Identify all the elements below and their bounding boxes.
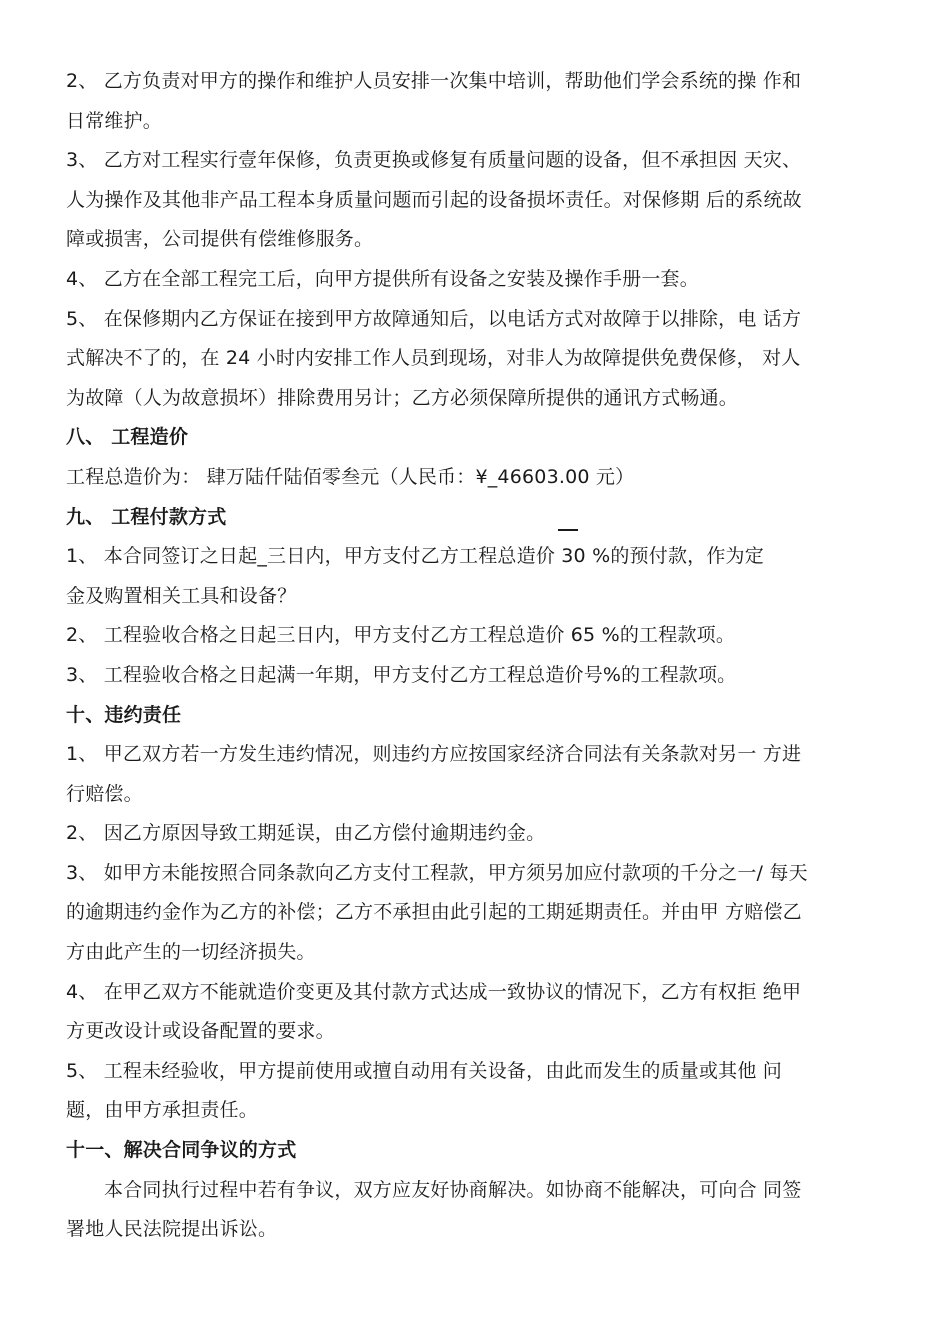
section-heading: 八、 工程造价 bbox=[66, 426, 189, 449]
paragraph-line: 5、 在保修期内乙方保证在接到甲方故障通知后，以电话方式对故障于以排除，电 话方 bbox=[66, 307, 802, 330]
paragraph-line: 工程总造价为： 肆万陆仟陆佰零叁元（人民币：¥_46603.00 元） bbox=[66, 465, 635, 488]
document-body bbox=[66, 62, 896, 1250]
section-heading: 九、 工程付款方式 bbox=[66, 505, 227, 528]
paragraph-line: 方由此产生的一切经济损失。 bbox=[66, 941, 316, 964]
paragraph-line: 行赔偿。 bbox=[66, 782, 143, 805]
paragraph-line: 为故障（人为故意损坏）排除费用另计；乙方必须保障所提供的通讯方式畅通。 bbox=[66, 386, 739, 409]
paragraph-line: 2、 因乙方原因导致工期延误，由乙方偿付逾期违约金。 bbox=[66, 822, 546, 845]
paragraph-line: 本合同执行过程中若有争议，双方应友好协商解决。如协商不能解决，可向合 同签 bbox=[104, 1178, 802, 1201]
paragraph-line: 2、 工程验收合格之日起三日内，甲方支付乙方工程总造价 65 %的工程款项。 bbox=[66, 624, 736, 647]
section-heading: 十一、解决合同争议的方式 bbox=[66, 1139, 297, 1162]
paragraph-line: 人为操作及其他非产品工程本身质量问题而引起的设备损坏责任。对保修期 后的系统故 bbox=[66, 188, 802, 211]
paragraph-line: 1、 甲乙双方若一方发生违约情况，则违约方应按国家经济合同法有关条款对另一 方进 bbox=[66, 743, 802, 766]
paragraph-line: 4、 乙方在全部工程完工后，向甲方提供所有设备之安装及操作手册一套。 bbox=[66, 267, 699, 290]
stray-dash-mark bbox=[558, 529, 578, 531]
paragraph-line: 2、 乙方负责对甲方的操作和维护人员安排一次集中培训，帮助他们学会系统的操 作和 bbox=[66, 70, 802, 92]
paragraph-line: 的逾期违约金作为乙方的补偿；乙方不承担由此引起的工期延期责任。并由甲 方赔偿乙 bbox=[66, 901, 802, 924]
paragraph-line: 4、 在甲乙双方不能就造价变更及其付款方式达成一致协议的情况下，乙方有权拒 绝甲 bbox=[66, 980, 802, 1003]
paragraph-line: 1、 本合同签订之日起_三日内，甲方支付乙方工程总造价 30 %的预付款，作为定 bbox=[66, 545, 764, 568]
paragraph-line: 5、 工程未经验收，甲方提前使用或擅自动用有关设备，由此而发生的质量或其他 问 bbox=[66, 1059, 782, 1082]
paragraph-line: 3、 工程验收合格之日起满一年期，甲方支付乙方工程总造价号%的工程款项。 bbox=[66, 663, 737, 686]
paragraph-line: 3、 乙方对工程实行壹年保修，负责更换或修复有质量问题的设备，但不承担因 天灾、 bbox=[66, 149, 802, 172]
paragraph-line: 金及购置相关工具和设备？ bbox=[66, 584, 297, 607]
paragraph-line: 方更改设计或设备配置的要求。 bbox=[66, 1020, 335, 1043]
paragraph-line: 日常维护。 bbox=[66, 109, 163, 132]
paragraph-line: 障或损害，公司提供有偿维修服务。 bbox=[66, 228, 374, 251]
paragraph-line: 3、 如甲方未能按照合同条款向乙方支付工程款，甲方须另加应付款项的千分之一/ 每天 bbox=[66, 861, 808, 884]
paragraph-line: 题，由甲方承担责任。 bbox=[66, 1099, 259, 1122]
section-heading: 十、违约责任 bbox=[66, 703, 182, 726]
paragraph-line: 式解决不了的，在 24 小时内安排工作人员到现场，对非人为故障提供免费保修， 对人 bbox=[66, 347, 801, 370]
paragraph-line: 署地人民法院提出诉讼。 bbox=[66, 1218, 278, 1241]
